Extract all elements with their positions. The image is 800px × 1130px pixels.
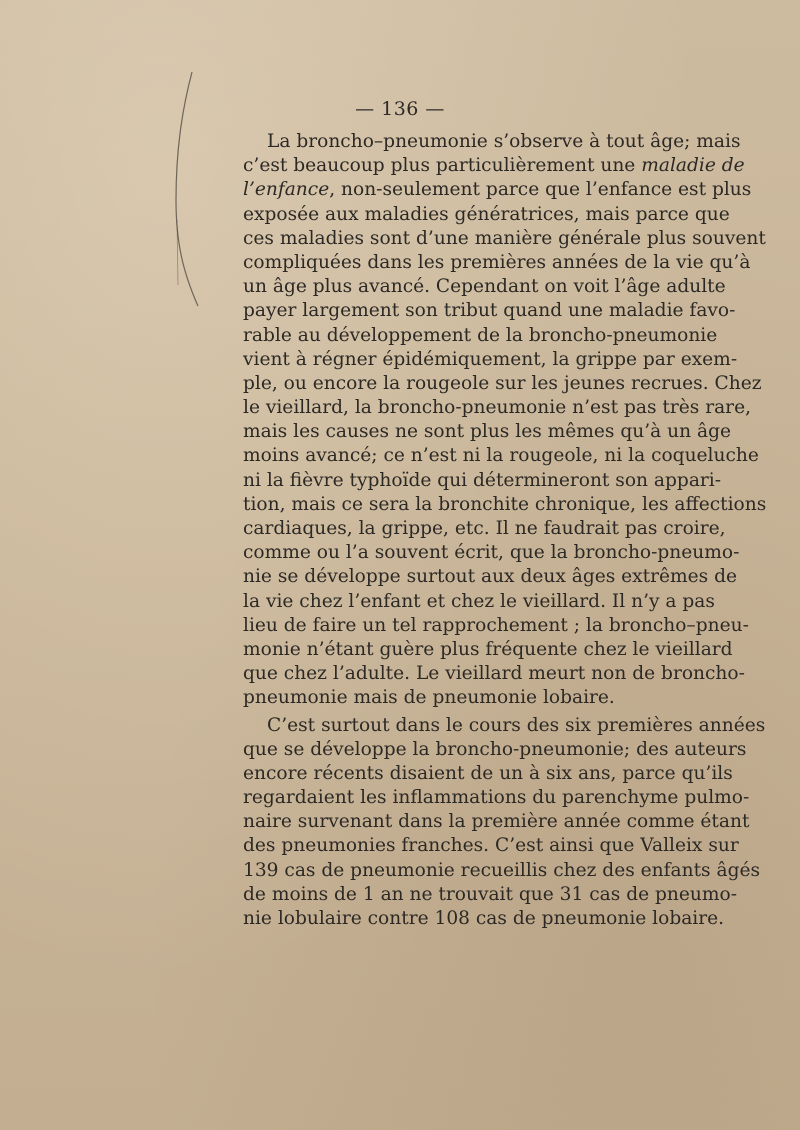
text-line: ces maladies sont d’une manière générale plus souvent <box>243 227 766 249</box>
text-line: ple, ou encore la rougeole sur les jeunes recrues. Chez <box>243 372 762 394</box>
text-line: monie n’étant guère plus fréquente chez le vieillard <box>243 638 733 660</box>
body-text <box>243 130 767 931</box>
text-line: rable au développement de la broncho-pneumonie <box>243 324 718 346</box>
text-line: pneumonie mais de pneumonie lobaire. <box>243 687 615 709</box>
text-line: exposée aux maladies génératrices, mais parce que <box>243 203 730 225</box>
text-line: tion, mais ce sera la bronchite chronique, les affections <box>243 493 767 515</box>
text-line: payer largement son tribut quand une maladie favo- <box>243 300 736 322</box>
text-line: C’est surtout dans le cours des six premières années <box>267 714 766 736</box>
text-line: que chez l’adulte. Le vieillard meurt non de broncho- <box>243 663 745 685</box>
paragraph <box>243 714 766 932</box>
text-line: comme ou l’a souvent écrit, que la broncho-pneumo- <box>243 542 740 564</box>
text-line: lieu de faire un tel rapprochement ; la broncho–pneu- <box>243 614 749 636</box>
text-line: que se développe la broncho-pneumonie; des auteurs <box>243 738 747 760</box>
text-line: cardiaques, la grippe, etc. Il ne faudrait pas croire, <box>243 518 726 539</box>
text-line: un âge plus avancé. Cependant on voit l’âge adulte <box>243 276 726 298</box>
text-line: encore récents disaient de un à six ans, parce qu’ils <box>243 762 733 784</box>
text-line: naire survenant dans la première année comme étant <box>243 811 750 833</box>
text-line: nie lobulaire contre 108 cas de pneumonie lobaire. <box>243 908 725 929</box>
text-line: mais les causes ne sont plus les mêmes qu’à un âge <box>243 421 732 443</box>
text-line: moins avancé; ce n’est ni la rougeole, ni la coqueluche <box>243 445 759 467</box>
text-line: des pneumonies franches. C’est ainsi que Valleix sur <box>243 835 739 857</box>
text-line: de moins de 1 an ne trouvait que 31 cas de pneumo- <box>243 883 737 905</box>
paragraph <box>243 130 767 711</box>
text-line: nie se développe surtout aux deux âges extrêmes de <box>243 566 738 588</box>
text-line: c’est beaucoup plus particulièrement une maladie de <box>243 155 745 177</box>
text-line: vient à régner épidémiquement, la grippe par exem- <box>243 348 738 370</box>
text-line: le vieillard, la broncho-pneumonie n’est pas très rare, <box>243 397 751 419</box>
text-line: la vie chez l’enfant et chez le vieillard. Il n’y a pas <box>243 590 715 612</box>
page-number: — 136 — <box>355 98 445 120</box>
text-line: 139 cas de pneumonie recueillis chez des enfants âgés <box>243 859 761 881</box>
text-line: ni la fièvre typhoïde qui détermineront son appari- <box>243 469 722 491</box>
text-line: l’enfance, non-seulement parce que l’enfance est plus <box>243 179 752 201</box>
text-line: regardaient les inflammations du parenchyme pulmo- <box>243 787 750 809</box>
text-line: La broncho–pneumonie s’observe à tout âge; mais <box>267 131 741 152</box>
text-line: compliquées dans les premières années de la vie qu’à <box>243 251 751 273</box>
